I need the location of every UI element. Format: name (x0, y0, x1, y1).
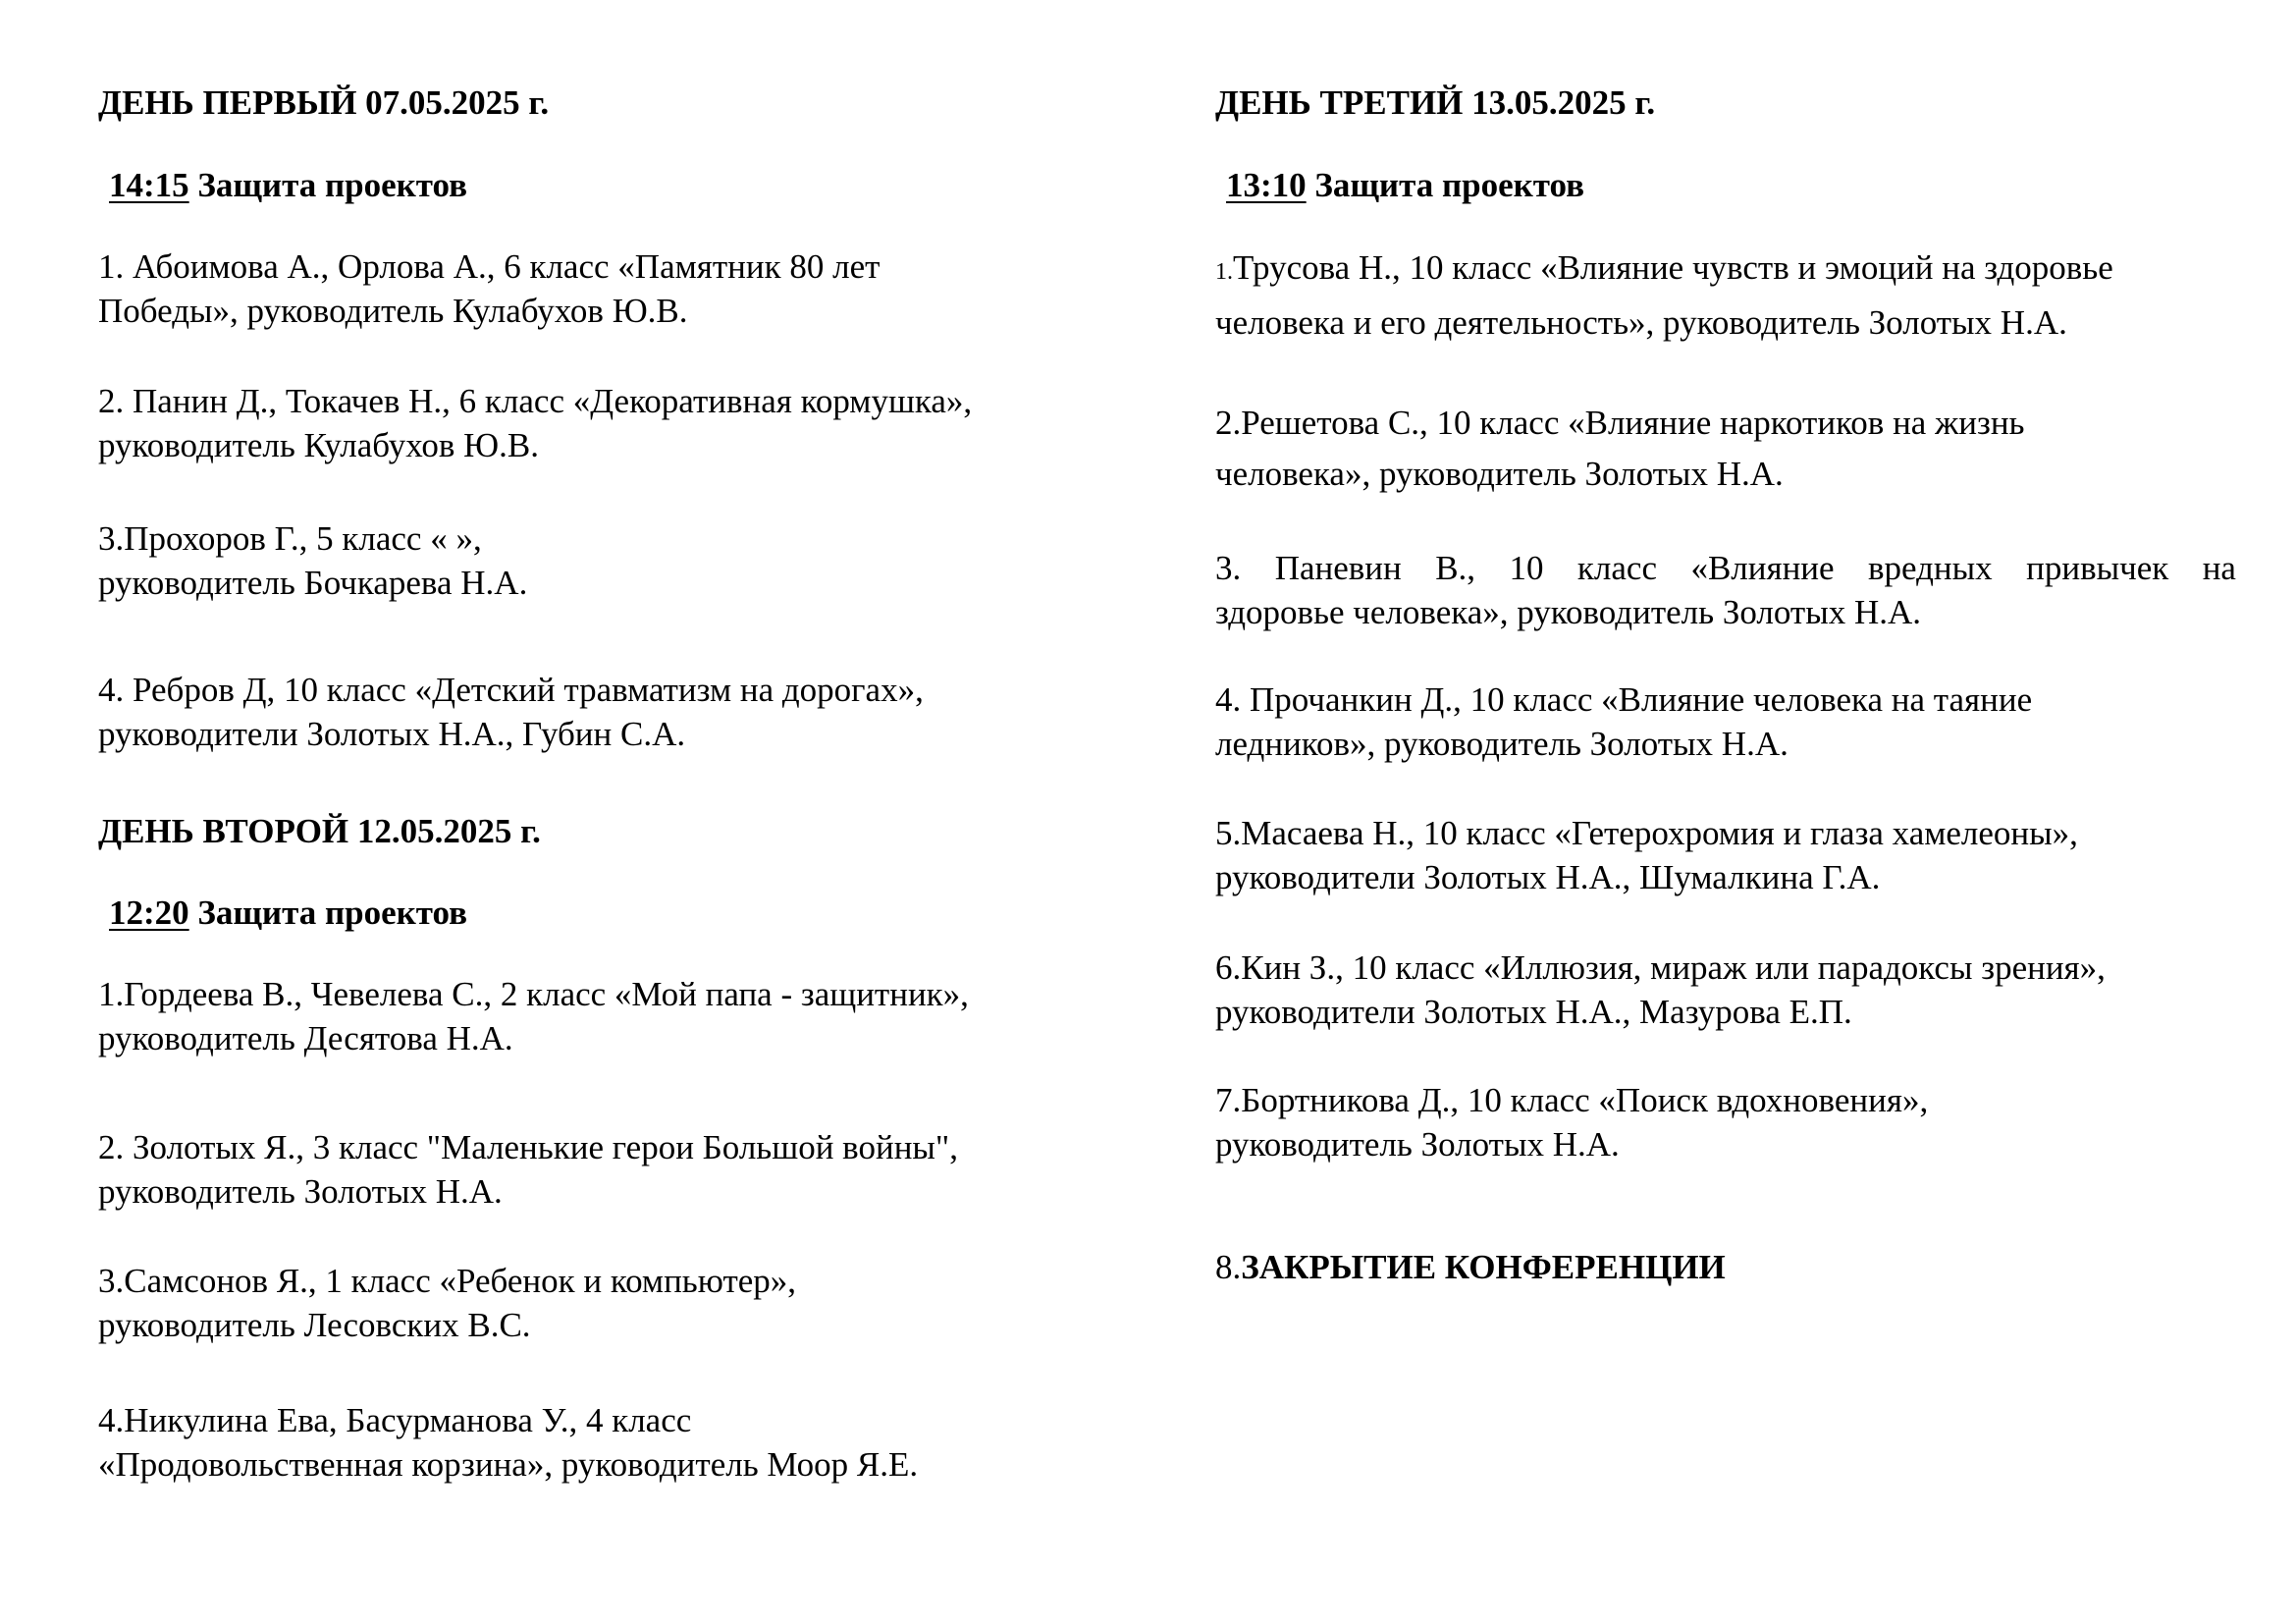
day3-heading: ДЕНЬ ТРЕТИЙ 13.05.2025 г. (1215, 83, 1656, 122)
entry-line: 3.Самсонов Я., 1 класс «Ребенок и компьютер», (98, 1262, 797, 1300)
day1-session (98, 166, 467, 205)
day3-session (1215, 166, 1584, 205)
entry-line (1215, 243, 2113, 298)
entry-word: В., (1435, 549, 1476, 587)
entry-line: ледников», руководитель Золотых Н.А. (1215, 725, 1789, 763)
entry-line: руководитель Золотых Н.А. (1215, 1125, 1620, 1164)
entry-word: «Влияние (1690, 549, 1835, 587)
entry-line (1215, 546, 2236, 590)
entry-line: 2.Решетова С., 10 класс «Влияние наркотиков на жизнь (1215, 404, 2025, 442)
entry-line: руководители Золотых Н.А., Мазурова Е.П. (1215, 993, 1852, 1031)
entry-line: 5.Масаева Н., 10 класс «Гетерохромия и глаза хамелеоны», (1215, 814, 2078, 852)
entry-line: руководитель Кулабухов Ю.В. (98, 426, 540, 464)
entry-line: 6.Кин З., 10 класс «Иллюзия, мираж или парадоксы зрения», (1215, 948, 2106, 987)
entry-line: 3.Прохоров Г., 5 класс « », (98, 519, 482, 558)
entry-text: Трусова Н., 10 класс «Влияние чувств и эмоций на здоровье (1233, 248, 2113, 287)
entry-line: руководитель Лесовских В.С. (98, 1306, 531, 1344)
day1-session-time: 14:15 (109, 166, 189, 204)
day3-entry-2 (1215, 398, 2025, 500)
entry-word: Паневин (1274, 549, 1402, 587)
entry-word: привычек (2026, 549, 2169, 587)
entry-line: 2. Панин Д., Токачев Н., 6 класс «Декоративная кормушка», (98, 382, 973, 420)
day3-entry-7 (1215, 1078, 1928, 1166)
entry-line: руководители Золотых Н.А., Шумалкина Г.А. (1215, 858, 1881, 896)
day1-entry-2 (98, 379, 972, 467)
day3-entry-6 (1215, 946, 2106, 1034)
entry-line: 7.Бортникова Д., 10 класс «Поиск вдохновения», (1215, 1081, 1929, 1119)
entry-line: 2. Золотых Я., 3 класс "Маленькие герои Большой войны", (98, 1128, 958, 1166)
day1-heading: ДЕНЬ ПЕРВЫЙ 07.05.2025 г. (98, 83, 550, 122)
day3-session-label: Защита проектов (1306, 166, 1585, 204)
day1-entry-1 (98, 244, 880, 333)
closing-number: 8. (1215, 1248, 1242, 1286)
closing-text: ЗАКРЫТИЕ КОНФЕРЕНЦИИ (1241, 1248, 1726, 1286)
entry-line: Победы», руководитель Кулабухов Ю.В. (98, 292, 688, 330)
day2-session-label: Защита проектов (188, 893, 468, 932)
entry-line: человека», руководитель Золотых Н.А. (1215, 455, 1784, 493)
day3-entry-5 (1215, 811, 2078, 899)
entry-line: 4. Прочанкин Д., 10 класс «Влияние человека на таяние (1215, 680, 2033, 719)
entry-line: 1.Гордеева В., Чевелева С., 2 класс «Мой папа - защитник», (98, 975, 969, 1013)
entry-line: руководители Золотых Н.А., Губин С.А. (98, 715, 686, 753)
day2-heading: ДЕНЬ ВТОРОЙ 12.05.2025 г. (98, 812, 541, 850)
day1-session-label: Защита проектов (188, 166, 468, 204)
entry-line: 4. Ребров Д, 10 класс «Детский травматизм на дорогах», (98, 671, 924, 709)
day3-session-time: 13:10 (1226, 166, 1307, 204)
day2-entry-1 (98, 972, 969, 1060)
day2-entry-3 (98, 1259, 796, 1347)
closing-item (1215, 1248, 1726, 1287)
day2-entry-2 (98, 1125, 958, 1214)
day2-session-time: 12:20 (109, 893, 189, 932)
day3-entry-1 (1215, 243, 2113, 349)
entry-line: 4.Никулина Ева, Басурманова У., 4 класс (98, 1401, 692, 1439)
entry-number: 1. (1215, 259, 1233, 285)
entry-word: на (2202, 549, 2236, 587)
entry-word: класс (1576, 549, 1657, 587)
day1-entry-3 (98, 516, 527, 605)
entry-line: человека и его деятельность», руководитель Золотых Н.А. (1215, 303, 2067, 342)
entry-line: «Продовольственная корзина», руководитель Моор Я.Е. (98, 1445, 919, 1484)
entry-line: руководитель Золотых Н.А. (98, 1172, 503, 1211)
day2-session (98, 893, 467, 933)
day3-entry-3 (1215, 546, 2236, 634)
entry-line: 1. Абоимова А., Орлова А., 6 класс «Памятник 80 лет (98, 247, 881, 286)
entry-line: здоровье человека», руководитель Золотых Н.А. (1215, 593, 1922, 631)
entry-line: руководитель Десятова Н.А. (98, 1019, 513, 1057)
day2-entry-4 (98, 1398, 918, 1487)
entry-word: вредных (1868, 549, 1993, 587)
day1-entry-4 (98, 668, 924, 756)
day3-entry-4 (1215, 677, 2032, 766)
entry-line: руководитель Бочкарева Н.А. (98, 564, 528, 602)
entry-word: 3. (1215, 549, 1242, 587)
entry-word: 10 (1509, 549, 1544, 587)
